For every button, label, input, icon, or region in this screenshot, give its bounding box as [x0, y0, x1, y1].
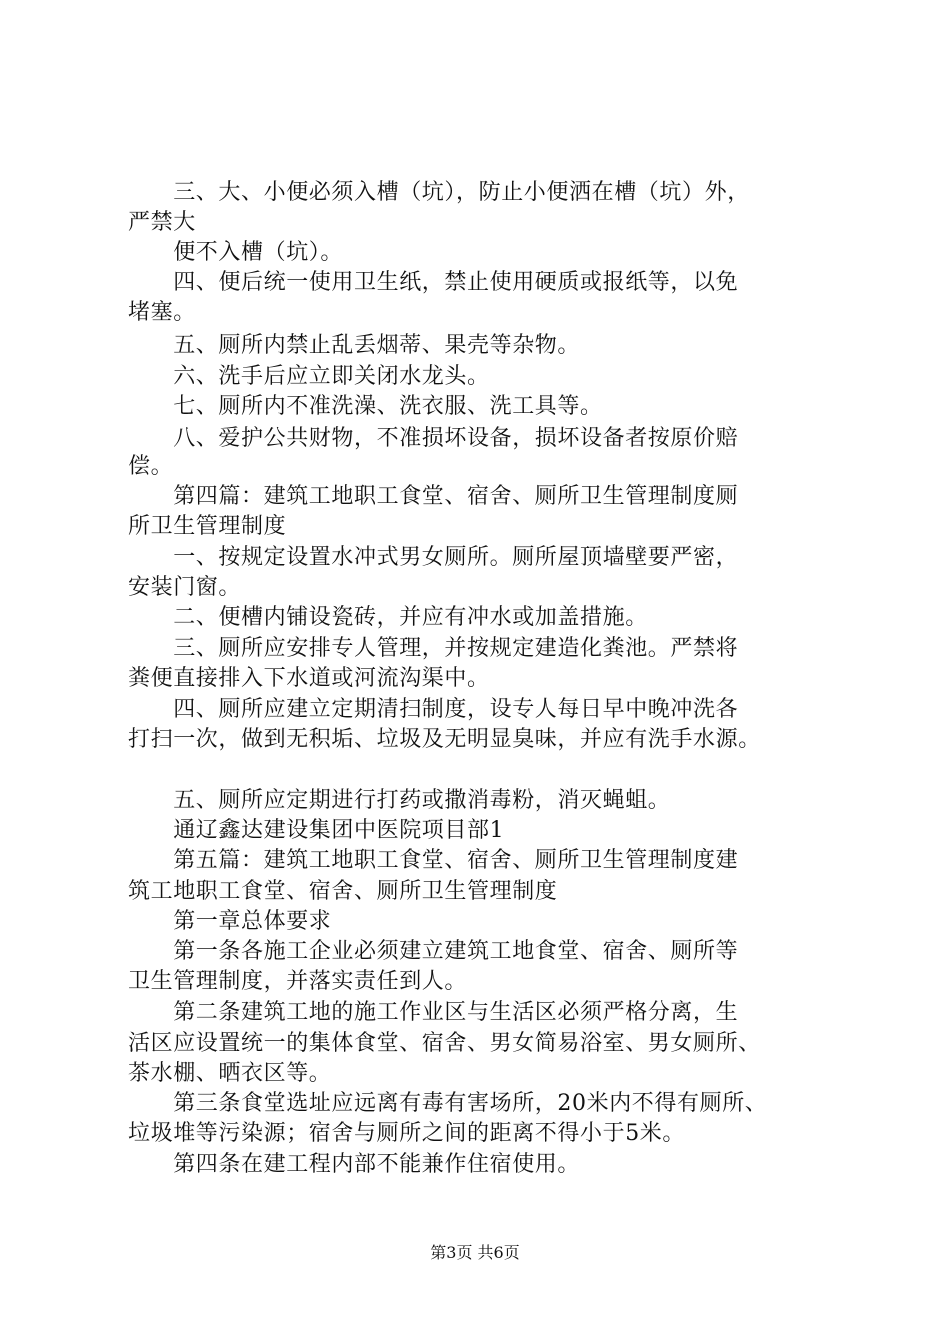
text-line: 四、厕所应建立定期清扫制度，设专人每日早中晚冲洗各 [128, 697, 739, 722]
text-line: 偿。 [128, 454, 174, 479]
text-line: 第一章总体要求 [128, 909, 332, 934]
text-line: 六、洗手后应立即关闭水龙头。 [128, 364, 490, 389]
text-line: 卫生管理制度，并落实责任到人。 [128, 969, 468, 994]
text-line: 打扫一次，做到无积垢、垃圾及无明显臭味，并应有洗手水源。 [128, 727, 761, 752]
text-line: 一、按规定设置水冲式男女厕所。厕所屋顶墙壁要严密， [128, 545, 739, 570]
text-line: 严禁大 [128, 210, 196, 235]
text-line: 第五篇：建筑工地职工食堂、宿舍、厕所卫生管理制度建 [128, 848, 739, 873]
text-line: 堵塞。 [128, 300, 196, 325]
text-line: 三、厕所应安排专人管理，并按规定建造化粪池。严禁将 [128, 636, 739, 661]
text-line: 活区应设置统一的集体食堂、宿舍、男女简易浴室、男女厕所、 [128, 1031, 761, 1056]
text-line: 五、厕所内禁止乱丢烟蒂、果壳等杂物。 [128, 333, 581, 358]
text-line: 筑工地职工食堂、宿舍、厕所卫生管理制度 [128, 879, 558, 904]
text-line: 通辽鑫达建设集团中医院项目部1 [128, 818, 505, 843]
text-line: 第一条各施工企业必须建立建筑工地食堂、宿舍、厕所等 [128, 939, 739, 964]
text-line: 五、厕所应定期进行打药或撒消毒粉，消灭蝇蛆。 [128, 788, 671, 813]
text-line: 第四条在建工程内部不能兼作住宿使用。 [128, 1152, 581, 1177]
text-line: 便不入槽（坑）。 [128, 240, 344, 265]
text-line: 七、厕所内不准洗澡、洗衣服、洗工具等。 [128, 394, 603, 419]
text-line: 粪便直接排入下水道或河流沟渠中。 [128, 666, 490, 691]
text-line: 第四篇：建筑工地职工食堂、宿舍、厕所卫生管理制度厕 [128, 484, 739, 509]
text-line: 所卫生管理制度 [128, 514, 287, 539]
page-number: 第3页 共6页 [430, 1243, 520, 1262]
text-line: 垃圾堆等污染源；宿舍与厕所之间的距离不得小于5米。 [128, 1121, 685, 1146]
text-line: 第三条食堂选址应远离有毒有害场所，20米内不得有厕所、 [128, 1091, 768, 1116]
text-line: 三、大、小便必须入槽（坑），防止小便洒在槽（坑）外， [128, 180, 750, 205]
text-line: 第二条建筑工地的施工作业区与生活区必须严格分离，生 [128, 1000, 739, 1025]
text-line: 二、便槽内铺设瓷砖，并应有冲水或加盖措施。 [128, 605, 648, 630]
text-line: 茶水棚、晒衣区等。 [128, 1061, 332, 1086]
text-line: 四、便后统一使用卫生纸，禁止使用硬质或报纸等，以免 [128, 270, 739, 295]
text-line: 安装门窗。 [128, 575, 242, 600]
text-line: 八、爱护公共财物，不准损坏设备，损坏设备者按原价赔 [128, 426, 739, 451]
